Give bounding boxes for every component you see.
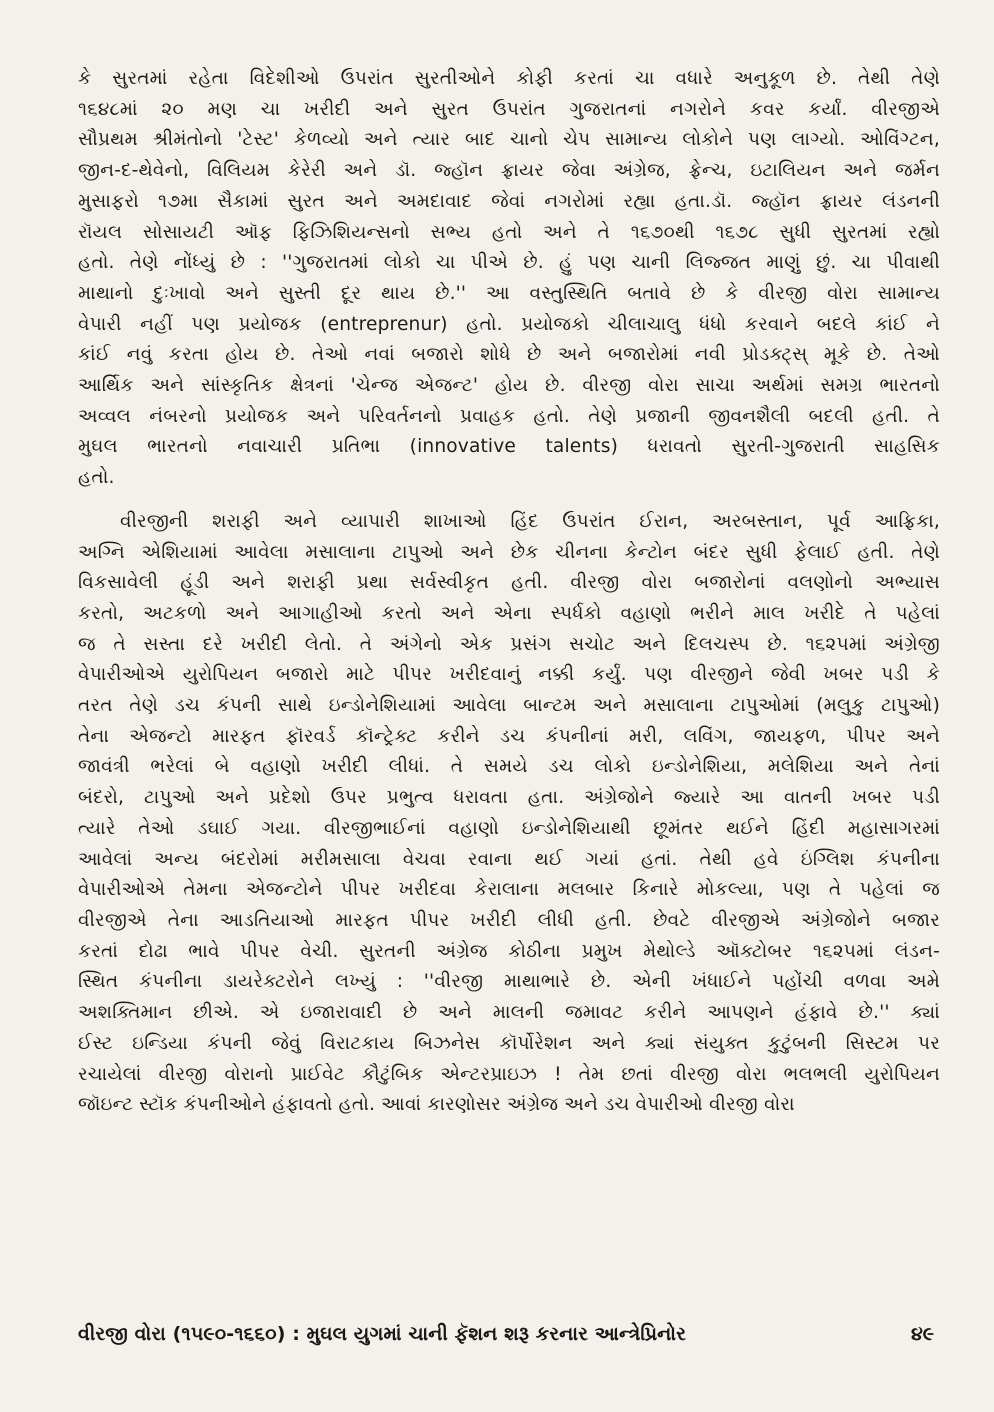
- text-line: અગ્નિ એશિયામાં આવેલા મસાલાના ટાપુઓ અને છેક ચીનના કેન્ટોન બંદર સુધી ફેલાઈ હતી. તેણે: [78, 541, 940, 563]
- text-line: જ તે સસ્તા દરે ખરીદી લેતો. તે અંગેનો એક પ્રસંગ સચોટ અને દિલચસ્પ છે. ૧૬૨૫માં અંગ્રેજી: [78, 633, 940, 655]
- page-body: [78, 64, 940, 1121]
- text-line: હતો. તેણે નોંધ્યું છે : ''ગુજરાતમાં લોકો ચા પીએ છે. હું પણ ચાની લિજ્જત માણું છું. ચા પીવાથી: [78, 252, 940, 274]
- text-line: વીરજીની શરાફી અને વ્યાપારી શાખાઓ હિંદ ઉપરાંત ઈરાન, અરબસ્તાન, પૂર્વ આફ્રિકા,: [120, 510, 940, 532]
- text-line: અવ્વલ નંબરનો પ્રયોજક અને પરિવર્તનનો પ્રવાહક હતો. તેણે પ્રજાની જીવનશૈલી બદલી હતી. તે: [78, 405, 940, 427]
- text-line: હતો.: [78, 467, 115, 489]
- paragraph-1: [78, 64, 940, 494]
- text-line: જીન-દ-થેવેનો, વિલિયમ કેરેરી અને ડૉ. જ્હૉન ફ્રાયર જેવા અંગ્રેજ, ફ્રેન્ચ, ઇટાલિયન અને જર્મન: [78, 160, 940, 182]
- text-line: બંદરો, ટાપુઓ અને પ્રદેશો ઉપર પ્રભુત્વ ધરાવતા હતા. અંગ્રેજોને જ્યારે આ વાતની ખબર પડી: [78, 787, 940, 809]
- text-line: કરતો, અટકળો અને આગાહીઓ કરતો અને એના સ્પર્ધકો વહાણો ભરીને માલ ખરીદે તે પહેલાં: [78, 602, 940, 624]
- page-footer: [78, 1323, 940, 1345]
- text-line: જાવંત્રી ભરેલાં બે વહાણો ખરીદી લીધાં. તે સમયે ડચ લોકો ઇન્ડોનેશિયા, મલેશિયા અને તેનાં: [78, 756, 940, 778]
- text-line: ૧૬૪૮માં ૨૦ મણ ચા ખરીદી અને સુરત ઉપરાંત ગુજરાતનાં નગરોને કવર કર્યાં. વીરજીએ: [78, 98, 940, 120]
- text-line: સૌપ્રથમ શ્રીમંતોનો 'ટેસ્ટ' કેળવ્યો અને ત્યાર બાદ ચાનો ચેપ સામાન્ય લોકોને પણ લાગ્યો. ઓવિંગ્ટન,: [78, 129, 940, 151]
- text-line: સ્થિત કંપનીના ડાયરેક્ટરોને લખ્યું : ''વીરજી માથાભારે છે. એની ખંધાઈને પહોંચી વળવા અમે: [78, 971, 940, 993]
- text-line: વેપારી નહીં પણ પ્રયોજક (entreprenur) હતો. પ્રયોજકો ચીલાચાલુ ધંધો કરવાને બદલે કાંઈ ને: [78, 313, 940, 335]
- text-line: ત્યારે તેઓ ડઘાઈ ગયા. વીરજીભાઈનાં વહાણો ઇન્ડોનેશિયાથી છૂમંતર થઈને હિંદી મહાસાગરમાં: [78, 817, 940, 839]
- paragraph-2: [78, 507, 940, 1121]
- text-line: રચાયેલાં વીરજી વોરાનો પ્રાઈવેટ કૌટુંબિક એન્ટરપ્રાઇઝ ! તેમ છતાં વીરજી વોરા ભલભલી યુરોપિયન: [78, 1063, 940, 1085]
- text-line: માથાનો દુઃખાવો અને સુસ્તી દૂર થાય છે.'' આ વસ્તુસ્થિતિ બતાવે છે કે વીરજી વોરા સામાન્ય: [78, 282, 940, 304]
- text-line: કરતાં દોઢા ભાવે પીપર વેચી. સુરતની અંગ્રેજ કોઠીના પ્રમુખ મેથોલ્ડે ઑક્ટોબર ૧૬૨૫માં લંડન-: [78, 940, 940, 962]
- text-line: મુઘલ ભારતનો નવાચારી પ્રતિભા (innovative talents) ધરાવતો સુરતી-ગુજરાતી સાહસિક: [78, 436, 940, 458]
- text-line: વેપારીઓએ યુરોપિયન બજારો માટે પીપર ખરીદવાનું નક્કી કર્યું. પણ વીરજીને જેવી ખબર પડી કે: [78, 664, 940, 686]
- text-line: ઈસ્ટ ઇન્ડિયા કંપની જેવું વિરાટકાય બિઝનેસ કૉર્પોરેશન અને ક્યાં સંયુક્ત કુટુંબની સિસ્ટમ પર: [78, 1032, 940, 1054]
- text-line: કાંઈ નવું કરતા હોય છે. તેઓ નવાં બજારો શોધે છે અને બજારોમાં નવી પ્રોડક્ટ્સ્ મૂકે છે. તેઓ: [78, 344, 940, 366]
- text-line: રૉયલ સોસાયટી ઑફ ફિઝિશિયન્સનો સભ્ય હતો અને તે ૧૬૭૦થી ૧૬૭૮ સુધી સુરતમાં રહ્યો: [78, 221, 940, 243]
- text-line: વિકસાવેલી હૂંડી અને શરાફી પ્રથા સર્વસ્વીકૃત હતી. વીરજી વોરા બજારોનાં વલણોનો અભ્યાસ: [78, 572, 940, 594]
- page-number: ૪૯: [910, 1323, 934, 1345]
- text-line: કે સુરતમાં રહેતા વિદેશીઓ ઉપરાંત સુરતીઓને કોફી કરતાં ચા વધારે અનુકૂળ છે. તેથી તેણે: [78, 68, 940, 89]
- text-line: તેના એજન્ટો મારફત ફૉરવર્ડ કૉન્ટ્રેક્ટ કરીને ડચ કંપનીનાં મરી, લવિંગ, જાયફળ, પીપર અને: [78, 725, 940, 747]
- text-line: અશક્તિમાન છીએ. એ ઇજારાવાદી છે અને માલની જમાવટ કરીને આપણને હંફાવે છે.'' ક્યાં: [78, 1002, 940, 1024]
- running-footer-title: વીરજી વોરા (૧૫૯૦-૧૬૬૦) : મુઘલ યુગમાં ચાની ફૅશન શરૂ કરનાર આન્ત્રેપ્રિનોર: [78, 1323, 687, 1345]
- text-line: આર્થિક અને સાંસ્કૃતિક ક્ષેત્રનાં 'ચેન્જ એજન્ટ' હોય છે. વીરજી વોરા સાચા અર્થમાં સમગ્ર ભારતનો: [78, 375, 940, 397]
- text-line: આવેલાં અન્ય બંદરોમાં મરીમસાલા વેચવા રવાના થઈ ગયાં હતાં. તેથી હવે ઇંગ્લિશ કંપનીના: [78, 848, 940, 870]
- text-line: વેપારીઓએ તેમના એજન્ટોને પીપર ખરીદવા કેરાલાના મલબાર કિનારે મોકલ્યા, પણ તે પહેલાં જ: [78, 879, 940, 901]
- text-line: તરત તેણે ડચ કંપની સાથે ઇન્ડોનેશિયામાં આવેલા બાન્ટમ અને મસાલાના ટાપુઓમાં (મલુકુ ટાપુઓ): [78, 695, 940, 717]
- text-line: જૉઇન્ટ સ્ટૉક કંપનીઓને હંફાવતો હતો. આવાં કારણોસર અંગ્રેજ અને ડચ વેપારીઓ વીરજી વોરા: [78, 1094, 795, 1116]
- text-line: મુસાફરો ૧૭મા સૈકામાં સુરત અને અમદાવાદ જેવાં નગરોમાં રહ્યા હતા.ડૉ. જ્હૉન ફ્રાયર લંડનની: [78, 190, 940, 212]
- text-line: વીરજીએ તેના આડતિયાઓ મારફત પીપર ખરીદી લીધી હતી. છેવટે વીરજીએ અંગ્રેજોને બજાર: [78, 909, 940, 931]
